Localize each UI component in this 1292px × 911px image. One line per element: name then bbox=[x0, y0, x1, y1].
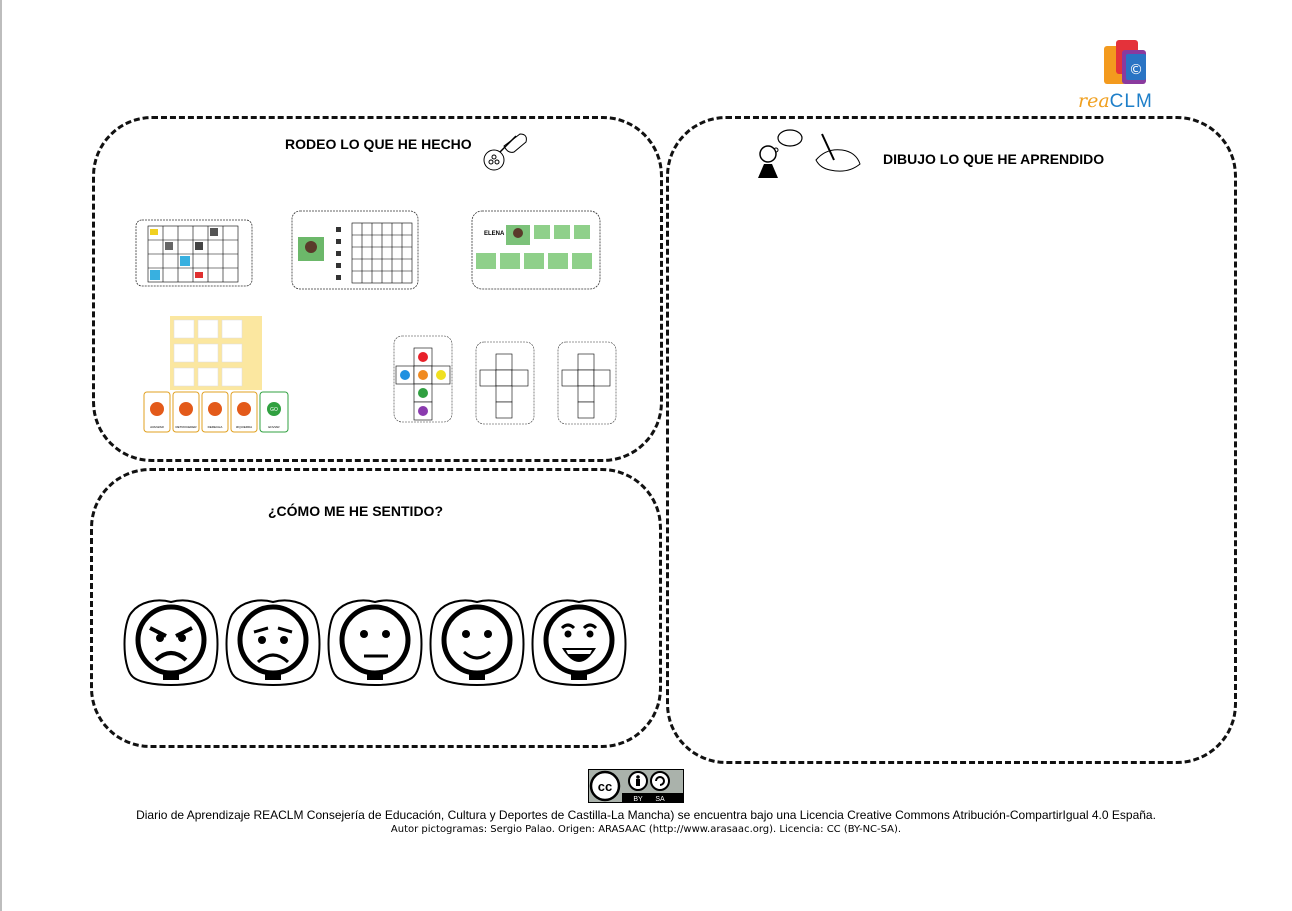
drawing-hand-icon bbox=[812, 130, 864, 178]
logo-wordmark: reaCLM bbox=[1078, 90, 1153, 112]
svg-text:cc: cc bbox=[597, 779, 613, 794]
cube-net-thumbnail-pictograms-2 bbox=[556, 340, 618, 428]
learned-panel bbox=[666, 116, 1237, 764]
learned-title: DIBUJO LO QUE HE APRENDIDO bbox=[883, 151, 1105, 167]
elena-label: ELENA bbox=[484, 231, 505, 237]
neutral-face-icon[interactable] bbox=[326, 596, 424, 692]
board-thumbnail-3 bbox=[470, 205, 602, 295]
cc-by-sa-icon[interactable] bbox=[588, 769, 684, 803]
svg-text:ENVIAR: ENVIAR bbox=[268, 425, 280, 429]
cube-net-thumbnail-colors bbox=[392, 334, 454, 426]
svg-text:©: © bbox=[1129, 62, 1143, 78]
svg-text:GO: GO bbox=[270, 407, 278, 413]
svg-text:DERECHA: DERECHA bbox=[207, 425, 223, 429]
svg-text:RETROCEDER: RETROCEDER bbox=[175, 425, 197, 429]
svg-text:AVANZAR: AVANZAR bbox=[150, 425, 164, 429]
page-edge bbox=[0, 0, 2, 911]
happy-face-icon[interactable] bbox=[428, 596, 526, 692]
thinking-person-icon bbox=[754, 128, 806, 180]
sad-face-icon[interactable] bbox=[224, 596, 322, 692]
board-thumbnail-2 bbox=[290, 205, 420, 295]
logo-mark-icon bbox=[1104, 40, 1150, 90]
feelings-title: ¿CÓMO ME HE SENTIDO? bbox=[268, 503, 443, 519]
svg-text:BY: BY bbox=[633, 796, 643, 803]
angry-face-icon[interactable] bbox=[122, 596, 220, 692]
pictogram-credit: Autor pictogramas: Sergio Palao. Origen: ARASAAC (http://www.arasaac.org). Licencia: CC (BY-NC-SA). bbox=[390, 824, 902, 835]
svg-text:IZQUIERDA: IZQUIERDA bbox=[235, 425, 253, 429]
cube-net-thumbnail-pictograms-1 bbox=[474, 340, 536, 428]
hand-writing-icon bbox=[480, 130, 530, 172]
very-happy-face-icon[interactable] bbox=[530, 596, 628, 692]
svg-text:SA: SA bbox=[655, 796, 665, 803]
done-title: RODEO LO QUE HE HECHO bbox=[285, 136, 472, 152]
board-thumbnail-1 bbox=[134, 210, 254, 290]
license-text: Diario de Aprendizaje REACLM Consejería de Educación, Cultura y Deportes de Castilla-La Mancha) se encuentra bajo una Licencia Creative Commons Atribución-CompartirIgual 4.0 España. bbox=[136, 808, 1156, 822]
board-thumbnail-4 bbox=[140, 312, 292, 436]
